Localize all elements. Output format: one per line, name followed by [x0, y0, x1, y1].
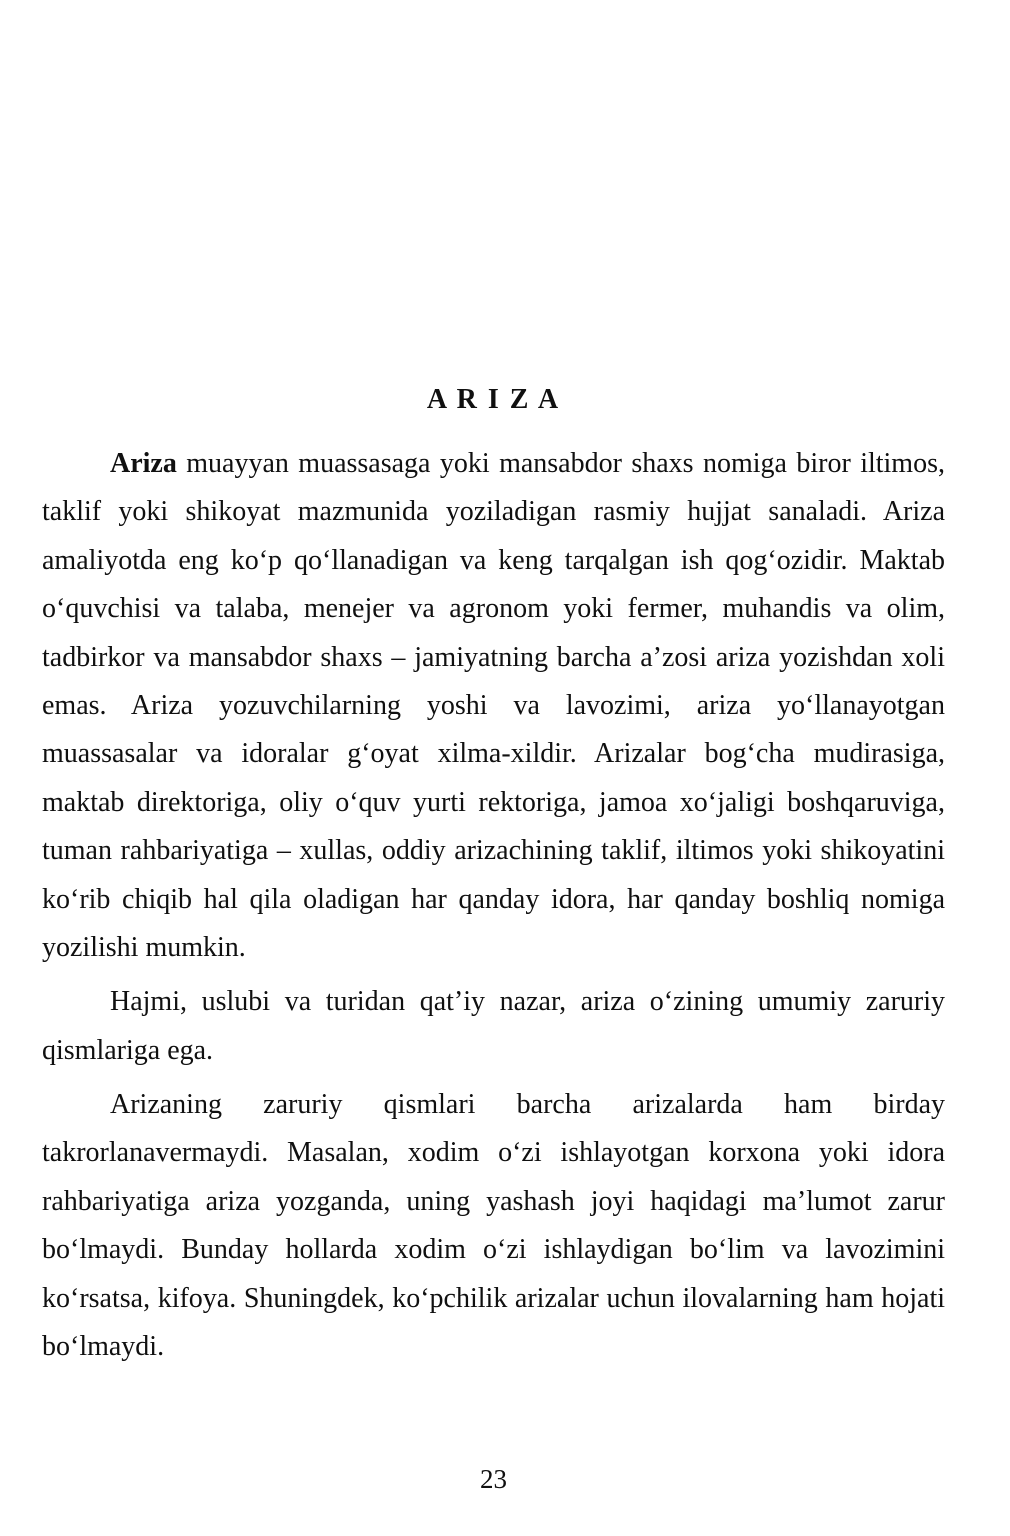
paragraph-3: [42, 1081, 945, 1371]
body-line: [42, 440, 945, 488]
body-line: tadbirkor va mansabdor shaxs – jamiyatning barcha a’zosi ariza yozishdan xoli: [42, 641, 945, 673]
body-line: yozilishi mumkin.: [42, 931, 246, 963]
body-line: ko‘rsatsa, kifoya. Shuningdek, ko‘pchilik arizalar uchun ilovalarning ham hojati: [42, 1282, 945, 1314]
page-title: A R I Z A: [426, 384, 561, 415]
body-line: takrorlanavermaydi. Masalan, xodim o‘zi ishlayotgan korxona yoki idora: [42, 1137, 945, 1169]
body-line: ko‘rib chiqib hal qila oladigan har qanday idora, har qanday boshliq nomiga: [42, 883, 945, 915]
paragraph-2: [42, 978, 945, 1075]
body-line: Hajmi, uslubi va turidan qat’iy nazar, ariza o‘zining umumiy zaruriy: [110, 986, 945, 1018]
body-line: bo‘lmaydi.: [42, 1331, 165, 1363]
body-line: maktab direktoriga, oliy o‘quv yurti rektoriga, jamoa xo‘jaligi boshqaruviga,: [42, 786, 945, 818]
body-line: muassasalar va idoralar g‘oyat xilma-xildir. Arizalar bog‘cha mudirasiga,: [42, 738, 945, 770]
body-line-text: muayyan muassasaga yoki mansabdor shaxs nomiga biror iltimos,: [176, 448, 945, 479]
body-line: o‘quvchisi va talaba, menejer va agronom yoki fermer, muhandis va olim,: [42, 593, 945, 625]
paragraph-1: [42, 440, 945, 972]
body-line: emas. Ariza yozuvchilarning yoshi va lavozimi, ariza yo‘llanayotgan: [42, 689, 945, 721]
body-line: bo‘lmaydi. Bunday hollarda xodim o‘zi ishlaydigan bo‘lim va lavozimini: [42, 1234, 945, 1266]
body-line: taklif yoki shikoyat mazmunida yoziladigan rasmiy hujjat sanaladi. Ariza: [42, 496, 945, 528]
body-line: Arizaning zaruriy qismlari barcha arizalarda ham birday: [110, 1089, 945, 1121]
body-line: rahbariyatiga ariza yozganda, uning yashash joyi haqidagi ma’lumot zarur: [42, 1185, 945, 1217]
body-line: tuman rahbariyatiga – xullas, oddiy arizachining taklif, iltimos yoki shikoyatini: [42, 835, 945, 867]
lead-word-bold: Ariza: [110, 448, 177, 479]
page-number: 23: [480, 1464, 507, 1494]
body-line: qismlariga ega.: [42, 1034, 214, 1066]
body-line: amaliyotda eng ko‘p qo‘llanadigan va keng tarqalgan ish qog‘ozidir. Maktab: [42, 544, 945, 576]
